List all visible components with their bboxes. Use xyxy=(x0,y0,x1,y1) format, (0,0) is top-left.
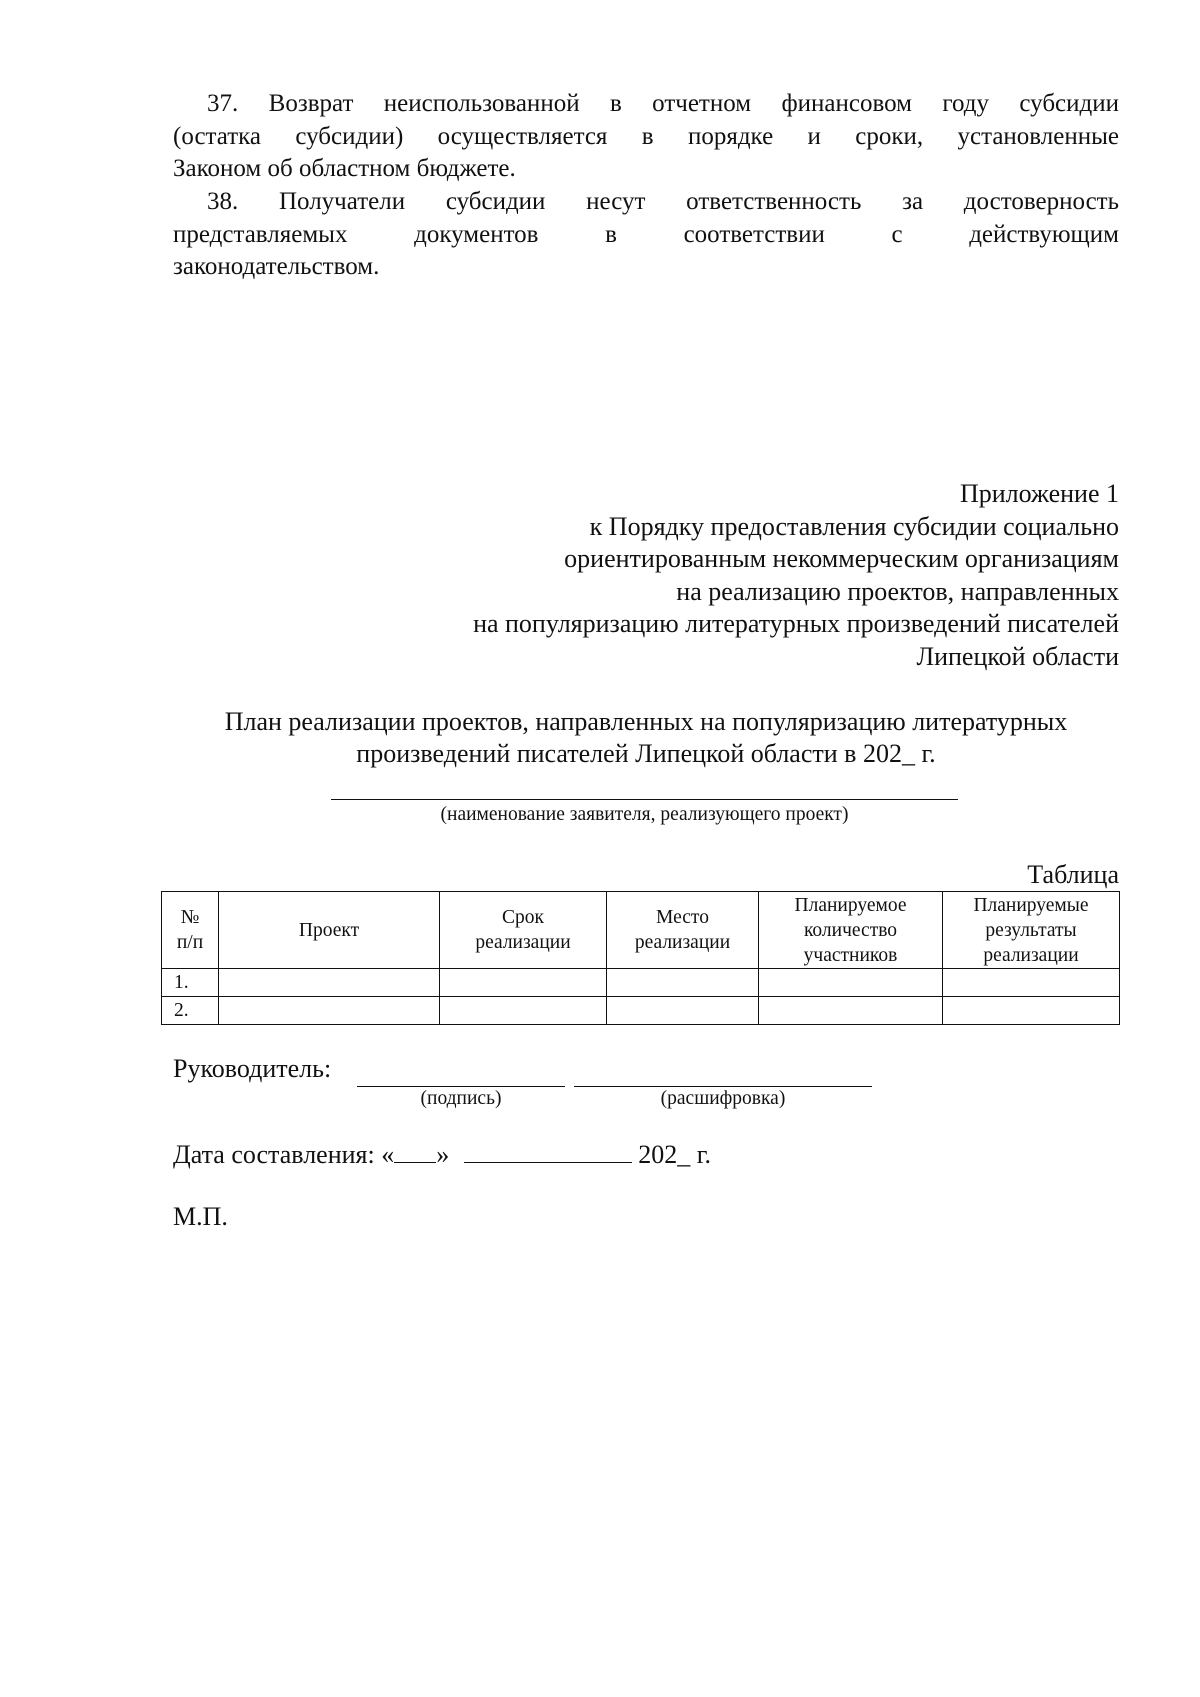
table-cell[interactable] xyxy=(607,969,759,997)
appendix-line: на реализацию проектов, направленных xyxy=(676,576,1119,606)
table-label: Таблица xyxy=(1027,860,1119,889)
table-cell[interactable] xyxy=(219,997,440,1025)
table-cell-number: 1. xyxy=(162,969,219,997)
plan-title-line: произведений писателей Липецкой области в 202_ г. xyxy=(356,739,936,768)
header-number: № п/п xyxy=(162,892,219,969)
paragraph-line: законодательством. xyxy=(173,253,380,280)
table-cell[interactable] xyxy=(759,969,943,997)
plan-table xyxy=(161,891,1120,1025)
table-row xyxy=(162,969,1120,997)
paragraph-line: (остатка субсидии) осуществляется в порядке и сроки, установленные xyxy=(173,122,1119,150)
appendix-line: Приложение 1 xyxy=(959,479,1119,508)
table-cell[interactable] xyxy=(943,997,1120,1025)
signature-label: Руководитель: xyxy=(173,1054,332,1083)
table-row xyxy=(162,997,1120,1025)
date-year: 202_ г. xyxy=(638,1140,711,1169)
paragraph-line: представляемых документов в соответствии с действующим xyxy=(173,220,1119,248)
paragraph-line: 37. Возврат неиспользованной в отчетном финансовом году субсидии xyxy=(207,90,1119,117)
date-month-blank[interactable] xyxy=(464,1140,632,1163)
appendix-line: на популяризацию литературных произведений писателей xyxy=(473,609,1119,639)
header-participants: Планируемое количество участников xyxy=(759,892,943,969)
paragraph-line: 38. Получатели субсидии несут ответственность за достоверность xyxy=(207,188,1119,215)
paragraph-line: Законом об областном бюджете. xyxy=(173,155,516,182)
appendix-line: ориентированным некоммерческим организациям xyxy=(564,544,1119,574)
table-header-row xyxy=(162,892,1120,969)
table-cell[interactable] xyxy=(440,969,607,997)
applicant-fill-line[interactable] xyxy=(331,799,958,800)
header-place: Место реализации xyxy=(607,892,759,969)
table-cell[interactable] xyxy=(759,997,943,1025)
header-results: Планируемые результаты реализации xyxy=(943,892,1120,969)
signature-fill-line[interactable] xyxy=(357,1086,565,1087)
date-day-blank[interactable] xyxy=(394,1140,436,1163)
appendix-line: Липецкой области xyxy=(916,641,1119,671)
header-term: Срок реализации xyxy=(440,892,607,969)
appendix-header xyxy=(319,478,1119,674)
header-project: Проект xyxy=(219,892,440,969)
date-label: Дата составления: « xyxy=(173,1140,395,1169)
table-cell[interactable] xyxy=(943,969,1120,997)
table-cell[interactable] xyxy=(440,997,607,1025)
table-cell-number: 2. xyxy=(162,997,219,1025)
date-row xyxy=(173,1140,711,1170)
appendix-line: к Порядку предоставления субсидии социально xyxy=(589,511,1119,541)
paragraph-38 xyxy=(173,186,1119,284)
decode-caption: (расшифровка) xyxy=(660,1088,786,1109)
signature-caption: (подпись) xyxy=(420,1088,502,1109)
applicant-caption: (наименование заявителя, реализующего проект) xyxy=(440,804,849,825)
table-cell[interactable] xyxy=(607,997,759,1025)
plan-title-line: План реализации проектов, направленных на популяризацию литературных xyxy=(224,707,1068,736)
paragraph-37 xyxy=(173,88,1119,186)
date-close-quote: » xyxy=(436,1140,450,1169)
plan-title xyxy=(173,706,1119,770)
table-cell[interactable] xyxy=(219,969,440,997)
decode-fill-line[interactable] xyxy=(574,1086,872,1087)
stamp-place: М.П. xyxy=(173,1202,228,1231)
